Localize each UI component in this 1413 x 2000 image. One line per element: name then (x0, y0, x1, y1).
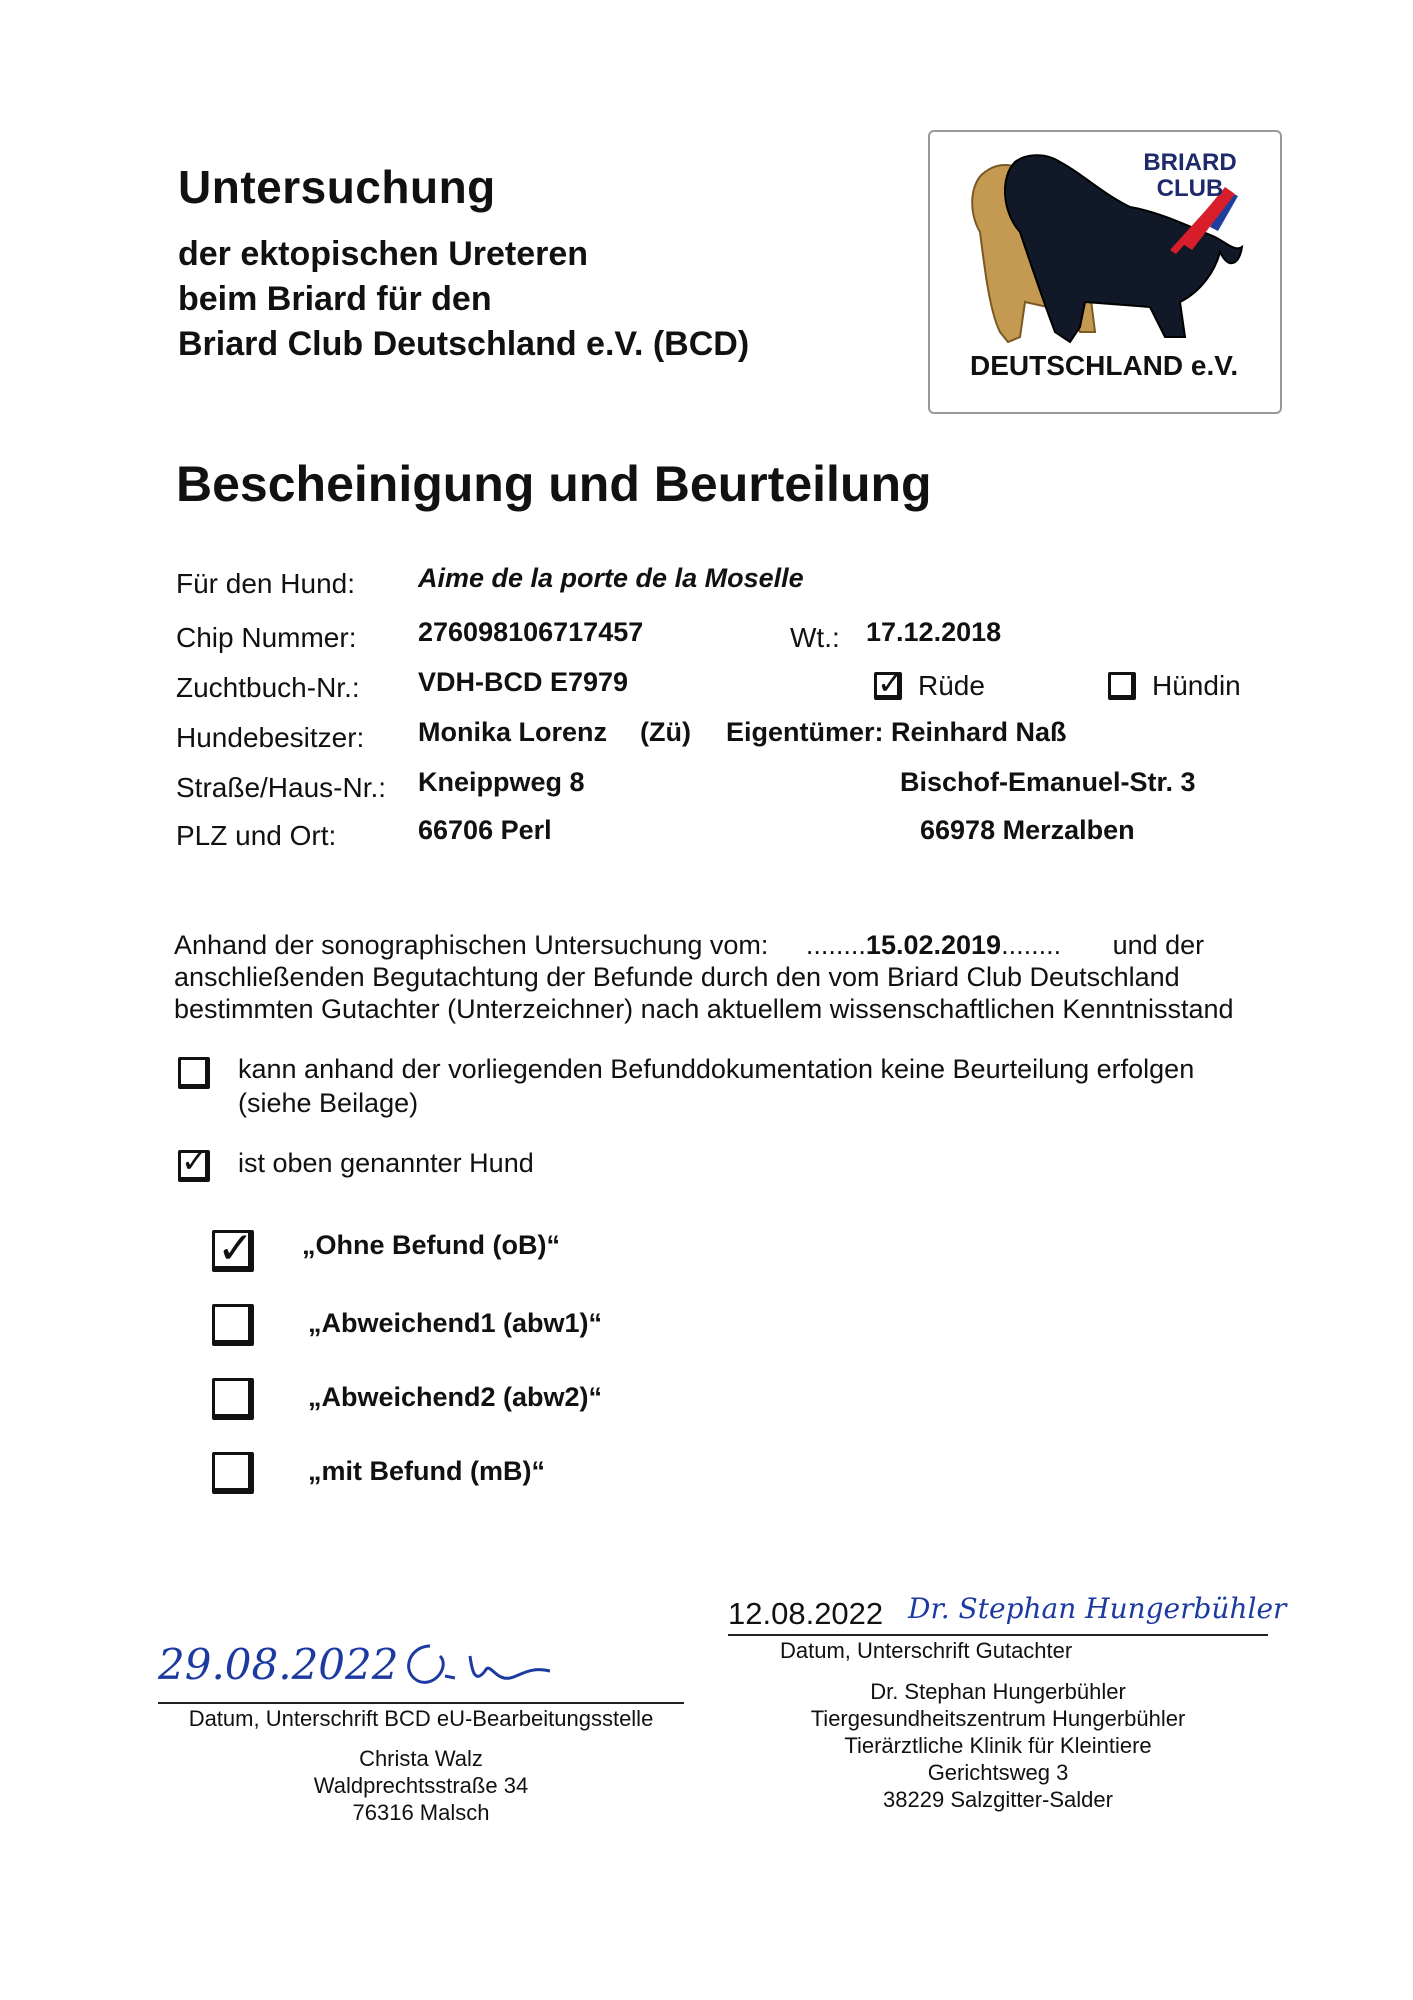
street: Kneippweg 8 (418, 767, 585, 797)
result-checkbox-ob[interactable] (212, 1224, 254, 1273)
right-name: Dr. Stephan Hungerbühler (870, 1679, 1126, 1704)
no-assessment-checkbox[interactable] (178, 1057, 210, 1089)
dog-name-label: Für den Hund: (176, 568, 355, 599)
city: 66706 Perl (418, 815, 552, 845)
document-title: Untersuchung (178, 161, 496, 213)
exam-date: 15.02.2019 (865, 930, 1002, 960)
handwritten-signature-left (390, 1626, 560, 1696)
right-org: Tiergesundheitszentrum Hungerbühler (810, 1706, 1186, 1731)
handwritten-date-left: 29.08.2022 (158, 1640, 399, 1689)
dog-name: Aime de la porte de la Moselle (418, 563, 804, 593)
right-clinic: Tierärztliche Klinik für Kleintiere (844, 1733, 1152, 1758)
no-assessment-text: kann anhand der vorliegenden Befunddokumentation keine Beurteilung erfolgen (238, 1054, 1195, 1084)
left-street: Waldprechtsstraße 34 (313, 1773, 529, 1798)
result-checkbox-abw2[interactable] (212, 1378, 254, 1420)
result-label-abw2: „Abweichend2 (abw2)“ (308, 1382, 603, 1412)
result-label-mb: „mit Befund (mB)“ (308, 1456, 545, 1486)
wt-date: 17.12.2018 (866, 617, 1002, 647)
female-checkbox[interactable] (1108, 672, 1136, 700)
street-2: Bischof-Emanuel-Str. 3 (900, 767, 1196, 797)
exam-dots-after: ........ (1001, 930, 1062, 960)
signature-line-left (158, 1702, 684, 1704)
date-right: 12.08.2022 (728, 1596, 884, 1631)
owner-suffix: (Zü) (640, 717, 691, 747)
exam-line-2: anschließenden Begutachtung der Befunde durch den vom Briard Club Deutschland (174, 962, 1180, 992)
is-dog-text: ist oben genannter Hund (238, 1148, 534, 1178)
no-assessment-text-2: (siehe Beilage) (238, 1088, 419, 1118)
chip-label: Chip Nummer: (176, 622, 357, 653)
result-label-ob: „Ohne Befund (oB)“ (302, 1230, 560, 1260)
is-dog-checkbox[interactable] (178, 1143, 210, 1182)
city-2: 66978 Merzalben (920, 815, 1135, 845)
logo-top-text: BRIARD CLUB (1143, 149, 1237, 202)
result-label-abw1: „Abweichend1 (abw1)“ (308, 1308, 603, 1338)
subtitle-line-2: beim Briard für den (178, 280, 492, 318)
checkmark-icon: ✓ (217, 1224, 254, 1273)
city-label: PLZ und Ort: (176, 820, 337, 851)
briard-club-logo (928, 130, 1282, 414)
exam-intro-prefix: Anhand der sonographischen Untersuchung vom: (174, 930, 769, 960)
right-street: Gerichtsweg 3 (927, 1760, 1069, 1785)
handwritten-signature-right: Dr. Stephan Hungerbühler (908, 1592, 1287, 1625)
wt-label: Wt.: (790, 622, 840, 653)
proprietor: Eigentümer: Reinhard Naß (726, 717, 1067, 747)
checkmark-icon: ✓ (181, 1143, 208, 1179)
owner-name: Monika Lorenz (418, 717, 608, 747)
female-label: Hündin (1152, 670, 1241, 701)
studbook-label: Zuchtbuch-Nr.: (176, 672, 360, 703)
chip-number: 276098106717457 (418, 617, 644, 647)
street-label: Straße/Haus-Nr.: (176, 772, 387, 803)
checkmark-icon: ✓ (877, 665, 904, 701)
right-city: 38229 Salzgitter-Salder (883, 1787, 1113, 1812)
subtitle-line-1: der ektopischen Ureteren (178, 235, 589, 273)
left-name: Christa Walz (359, 1746, 483, 1771)
logo-bottom-text: DEUTSCHLAND e.V. (970, 350, 1239, 381)
left-city: 76316 Malsch (352, 1800, 490, 1825)
caption-right: Datum, Unterschrift Gutachter (780, 1638, 1073, 1663)
studbook-number: VDH-BCD E7979 (418, 667, 629, 697)
exam-dots-before: ........ (805, 930, 866, 960)
exam-intro-suffix: und der (1112, 930, 1205, 960)
owner-label: Hundebesitzer: (176, 722, 365, 753)
caption-left: Datum, Unterschrift BCD eU-Bearbeitungsstelle (188, 1706, 654, 1731)
result-checkbox-mb[interactable] (212, 1452, 254, 1494)
exam-line-3: bestimmten Gutachter (Unterzeichner) nach aktuellem wissenschaftlichen Kenntnisstand (174, 994, 1234, 1024)
male-label: Rüde (918, 670, 985, 701)
result-checkbox-abw1[interactable] (212, 1304, 254, 1346)
signature-line-right (728, 1634, 1268, 1636)
subtitle-line-3: Briard Club Deutschland e.V. (BCD) (178, 325, 750, 363)
section-title: Bescheinigung und Beurteilung (176, 456, 932, 512)
exam-intro (174, 930, 1204, 961)
male-checkbox[interactable] (874, 665, 904, 701)
